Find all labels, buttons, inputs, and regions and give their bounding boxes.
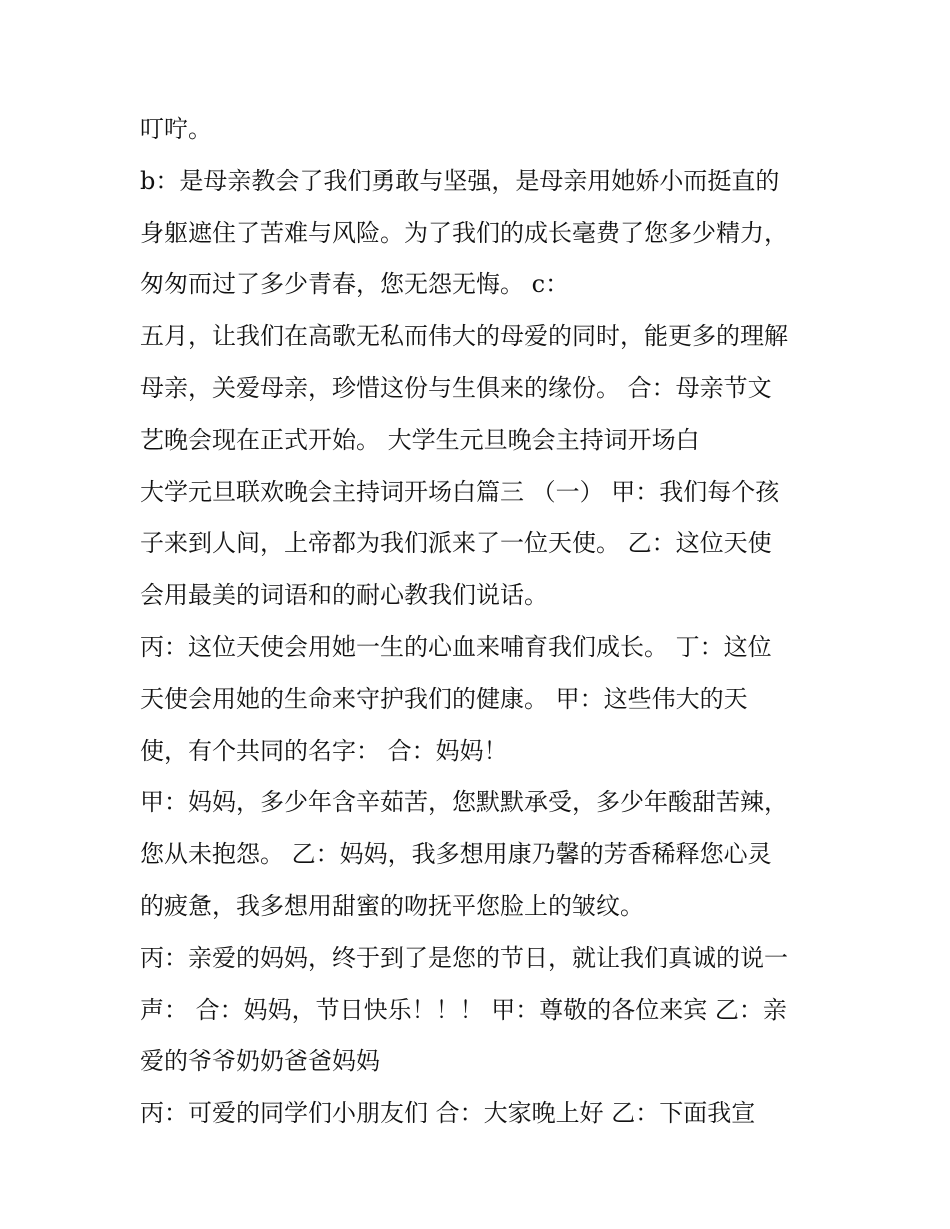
text-line: 甲：妈妈，多少年含辛茹苦，您默默承受，多少年酸甜苦辣， <box>140 788 788 817</box>
text-line: 子来到人间，上帝都为我们派来了一位天使。 乙：这位天使 <box>140 529 772 558</box>
text-line: b：是母亲教会了我们勇敢与坚强，是母亲用她娇小而挺直的 <box>140 166 780 195</box>
text-line: 身躯遮住了苦难与风险。为了我们的成长毫费了您多少精力， <box>140 218 788 247</box>
text-line: 使，有个共同的名字： 合：妈妈！ <box>140 736 508 765</box>
text-line: 爱的爷爷奶奶爸爸妈妈 <box>140 1047 380 1076</box>
document-body <box>140 104 830 1140</box>
text-line: 天使会用她的生命来守护我们的健康。 甲：这些伟大的天 <box>140 684 748 713</box>
text-line: 丙：这位天使会用她一生的心血来哺育我们成长。 丁：这位 <box>140 632 772 661</box>
text-line: 您从未抱怨。 乙：妈妈，我多想用康乃馨的芳香稀释您心灵 <box>140 840 772 869</box>
text-line: 大学元旦联欢晚会主持词开场白篇三 （一） 甲：我们每个孩 <box>140 477 780 506</box>
text-line: 艺晚会现在正式开始。 大学生元旦晚会主持词开场白 <box>140 425 700 454</box>
text-line: 声： 合：妈妈，节日快乐！！！ 甲：尊敬的各位来宾 乙：亲 <box>140 995 787 1024</box>
text-line: 丙：可爱的同学们小朋友们 合：大家晚上好 乙：下面我宣 <box>140 1099 756 1128</box>
text-line: 叮咛。 <box>140 115 212 143</box>
text-line: 母亲，关爱母亲，珍惜这份与生俱来的缘份。 合：母亲节文 <box>140 373 772 402</box>
text-line: 五月，让我们在高歌无私而伟大的母爱的同时，能更多的理解 <box>140 322 788 351</box>
text-line: 匆匆而过了多少青春，您无怨无悔。 c： <box>140 270 570 299</box>
text-line: 的疲惫，我多想用甜蜜的吻抚平您脸上的皱纹。 <box>140 891 644 920</box>
text-line: 会用最美的词语和的耐心教我们说话。 <box>140 581 548 610</box>
text-line: 丙：亲爱的妈妈，终于到了是您的节日，就让我们真诚的说一 <box>140 943 788 972</box>
